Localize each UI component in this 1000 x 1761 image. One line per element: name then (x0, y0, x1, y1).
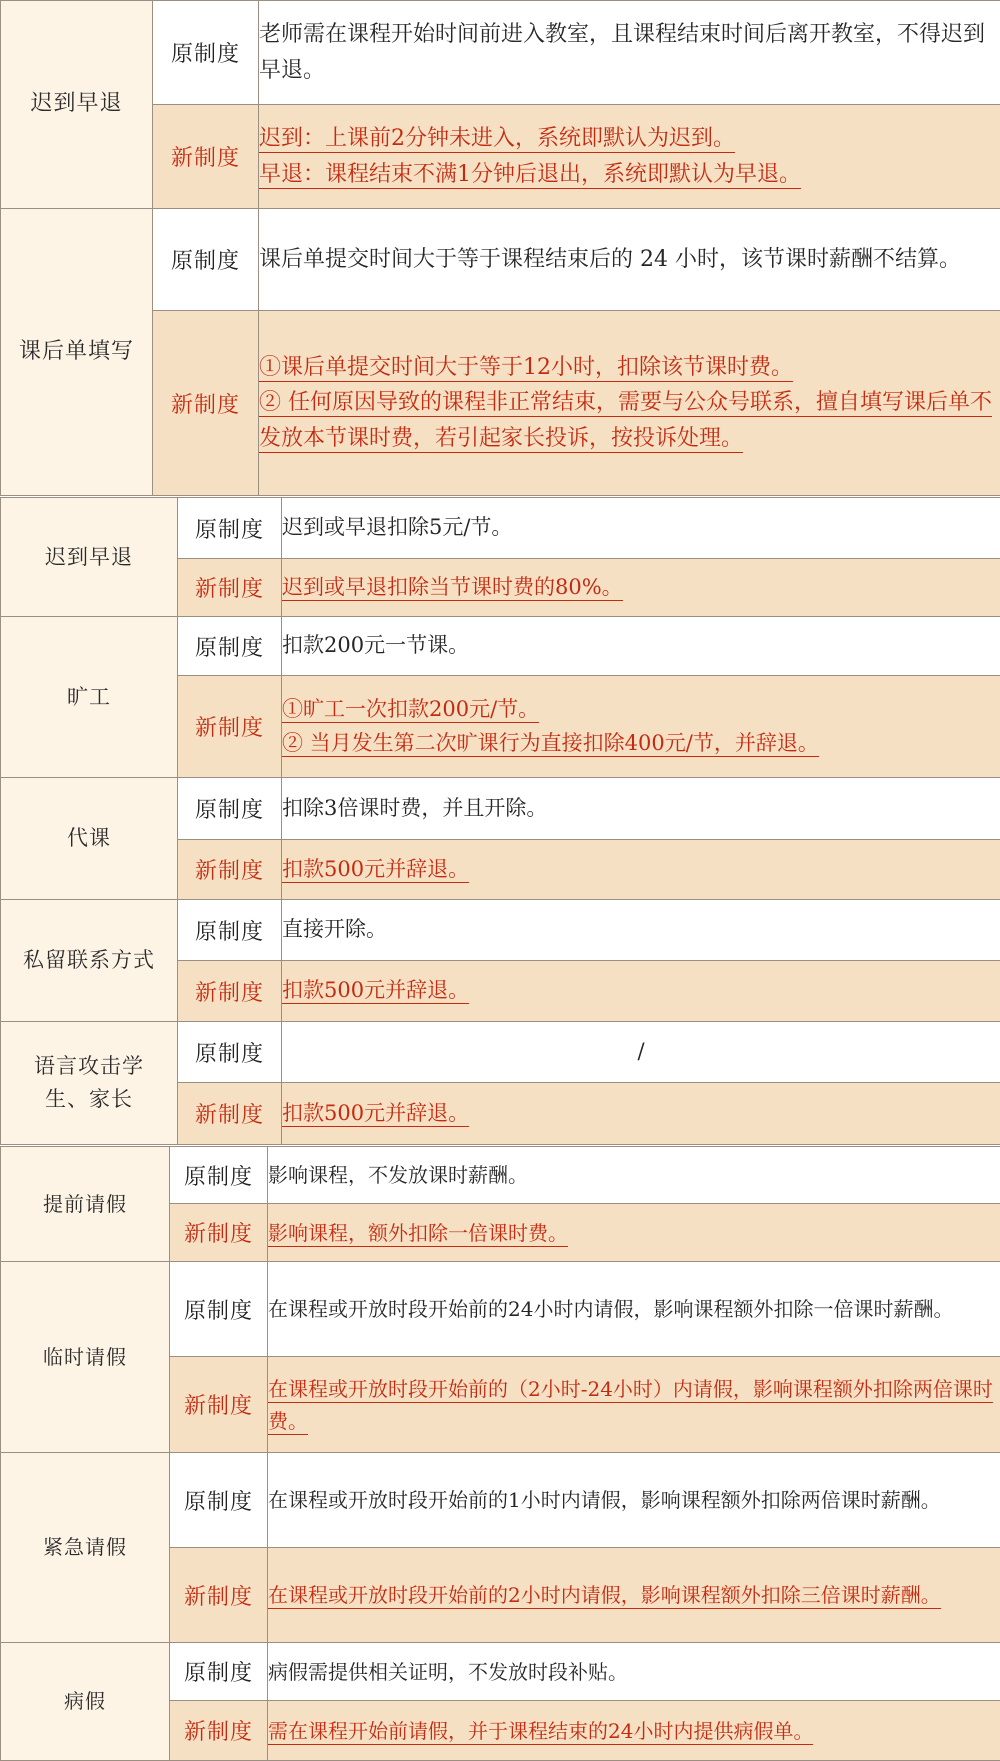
old-policy-text: 扣款200元一节课。 (282, 617, 1000, 676)
old-policy-label: 原制度 (178, 900, 282, 961)
new-policy-label: 新制度 (170, 1204, 268, 1262)
new-policy-text: 在课程或开放时段开始前的2小时内请假，影响课程额外扣除三倍课时薪酬。 (268, 1548, 1000, 1643)
old-policy-label: 原制度 (170, 1262, 268, 1357)
policy-table-leave (0, 1146, 1000, 1761)
old-policy-text: / (282, 1022, 1000, 1083)
category-cell: 病假 (1, 1643, 170, 1761)
category-cell: 提前请假 (1, 1147, 170, 1262)
old-policy-label: 原制度 (178, 1022, 282, 1083)
old-policy-text: 影响课程，不发放课时薪酬。 (268, 1147, 1000, 1204)
new-policy-text (259, 105, 1000, 209)
table-row (1, 1147, 1000, 1204)
old-policy-label: 原制度 (170, 1147, 268, 1204)
category-cell: 迟到早退 (1, 498, 178, 617)
new-policy-label: 新制度 (178, 559, 282, 617)
table-row (1, 1022, 1000, 1083)
new-policy-text (259, 311, 1000, 496)
new-policy-text: 在课程或开放时段开始前的（2小时-24小时）内请假，影响课程额外扣除两倍课时费。 (268, 1357, 1000, 1453)
old-policy-label: 原制度 (178, 498, 282, 559)
category-cell: 语言攻击学生、家长 (1, 1022, 178, 1145)
category-cell: 代课 (1, 778, 178, 900)
new-policy-text: 影响课程，额外扣除一倍课时费。 (268, 1204, 1000, 1262)
category-cell: 迟到早退 (1, 1, 153, 209)
old-policy-text: 在课程或开放时段开始前的1小时内请假，影响课程额外扣除两倍课时薪酬。 (268, 1453, 1000, 1548)
new-policy-label: 新制度 (178, 961, 282, 1022)
table-row (1, 778, 1000, 840)
category-cell: 私留联系方式 (1, 900, 178, 1022)
table-row (1, 1262, 1000, 1357)
new-policy-text: 扣款500元并辞退。 (282, 961, 1000, 1022)
table-row (1, 1643, 1000, 1701)
new-policy-label: 新制度 (153, 311, 259, 496)
old-policy-label: 原制度 (178, 778, 282, 840)
category-cell: 旷工 (1, 617, 178, 778)
table-row (1, 617, 1000, 676)
new-policy-label: 新制度 (178, 676, 282, 778)
new-policy-label: 新制度 (178, 840, 282, 900)
table-row (1, 209, 1000, 311)
new-policy-text (282, 676, 1000, 778)
new-policy-text: 扣款500元并辞退。 (282, 840, 1000, 900)
new-policy-label: 新制度 (170, 1548, 268, 1643)
new-policy-line: 迟到：上课前2分钟未进入，系统即默认为迟到。 (259, 126, 735, 153)
old-policy-label: 原制度 (153, 1, 259, 105)
old-policy-text: 老师需在课程开始时间前进入教室，且课程结束时间后离开教室，不得迟到早退。 (259, 1, 1000, 105)
new-policy-text: 迟到或早退扣除当节课时费的80%。 (282, 559, 1000, 617)
new-policy-text: 需在课程开始前请假，并于课程结束的24小时内提供病假单。 (268, 1701, 1000, 1761)
category-cell: 临时请假 (1, 1262, 170, 1453)
old-policy-text: 扣除3倍课时费，并且开除。 (282, 778, 1000, 840)
table-row (1, 1453, 1000, 1548)
old-policy-text: 在课程或开放时段开始前的24小时内请假，影响课程额外扣除一倍课时薪酬。 (268, 1262, 1000, 1357)
old-policy-label: 原制度 (153, 209, 259, 311)
policy-table-attendance-reports (0, 0, 1000, 496)
new-policy-line: ①旷工一次扣款200元/节。 (282, 697, 539, 723)
old-policy-text: 病假需提供相关证明，不发放时段补贴。 (268, 1643, 1000, 1701)
table-row (1, 498, 1000, 559)
new-policy-label: 新制度 (170, 1357, 268, 1453)
old-policy-text: 直接开除。 (282, 900, 1000, 961)
category-cell: 课后单填写 (1, 209, 153, 496)
old-policy-text: 迟到或早退扣除5元/节。 (282, 498, 1000, 559)
new-policy-label: 新制度 (170, 1701, 268, 1761)
new-policy-line: ② 当月发生第二次旷课行为直接扣除400元/节，并辞退。 (282, 731, 819, 757)
new-policy-label: 新制度 (153, 105, 259, 209)
new-policy-label: 新制度 (178, 1083, 282, 1145)
new-policy-line: 早退：课程结束不满1分钟后退出，系统即默认为早退。 (259, 162, 801, 189)
new-policy-line: ② 任何原因导致的课程非正常结束，需要与公众号联系，擅自填写课后单不发放本节课时费，若引起家长投诉，按投诉处理。 (259, 390, 992, 452)
new-policy-line: ①课后单提交时间大于等于12小时，扣除该节课时费。 (259, 355, 793, 382)
old-policy-label: 原制度 (178, 617, 282, 676)
old-policy-label: 原制度 (170, 1453, 268, 1548)
table-row (1, 1, 1000, 105)
old-policy-label: 原制度 (170, 1643, 268, 1701)
policy-table-violations (0, 497, 1000, 1145)
table-row (1, 900, 1000, 961)
category-cell: 紧急请假 (1, 1453, 170, 1643)
new-policy-text: 扣款500元并辞退。 (282, 1083, 1000, 1145)
old-policy-text: 课后单提交时间大于等于课程结束后的 24 小时，该节课时薪酬不结算。 (259, 209, 1000, 311)
